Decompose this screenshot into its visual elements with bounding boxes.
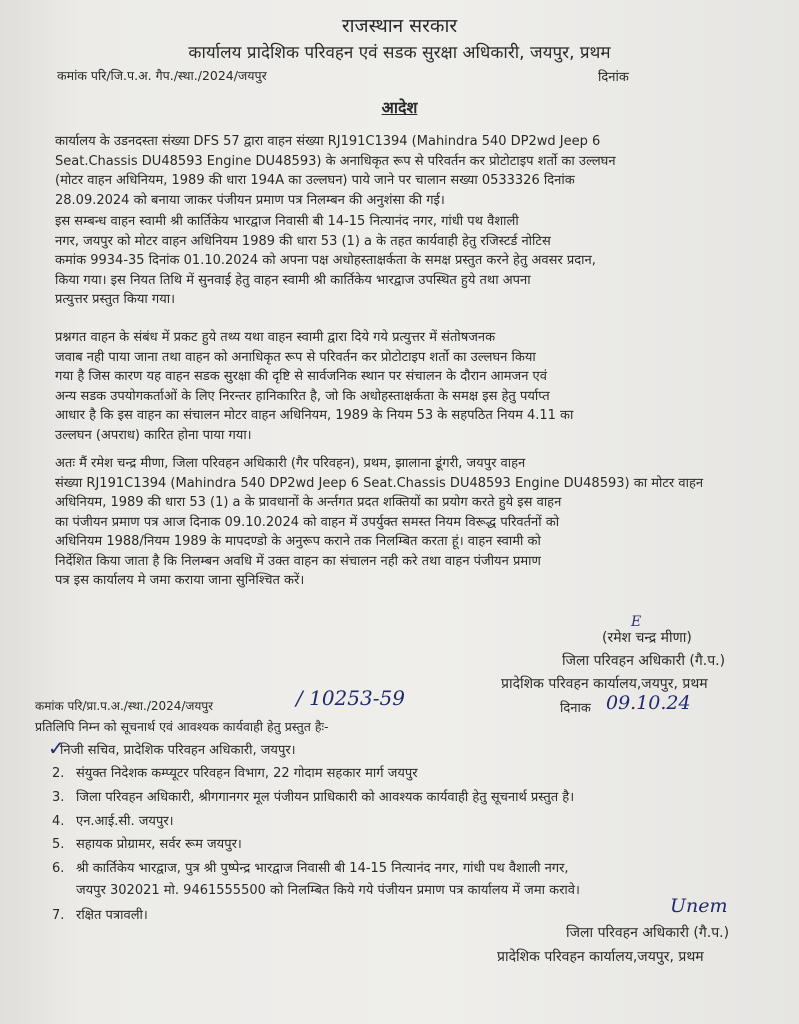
- paragraph-line: गया है जिस कारण यह वाहन सडक सुरक्षा की दृष्टि से सार्वजनिक स्थान पर संचालन के दौरान आमजन एवं: [55, 369, 547, 384]
- paragraph-line: अधिनियम 1988/नियम 1989 के मापदण्डो के अनुरूप कराने तक निलम्बित करता हूं। वाहन स्वामी को: [55, 534, 541, 549]
- signatory-designation: जिला परिवहन अधिकारी (गै.प.): [566, 925, 730, 941]
- officer-initials: E: [631, 614, 642, 630]
- list-item: [52, 811, 174, 829]
- dispatch-date: 09.10.24: [606, 692, 691, 714]
- paragraph-line: किया गया। इस नियत तिथि में सुनवाई हेतु वाहन स्वामी श्री कार्तिकेय भारद्वाज उपस्थित हुये तथा अपना: [55, 272, 531, 288]
- paragraph-line: अधिनियम, 1989 की धारा 53 (1) a के प्रावधानों के अर्न्तगत प्रदत शक्तियों का प्रयोग करते हुये इस वाहन: [55, 495, 562, 510]
- paragraph-line: संख्या RJ191C1394 (Mahindra 540 DP2wd Jeep 6 Seat.Chassis DU48593 Engine DU48593) का मोटर वाहन: [55, 475, 704, 491]
- officer-office: प्रादेशिक परिवहन कार्यालय,जयपुर, प्रथम: [501, 676, 708, 692]
- dispatch-date-label: दिनाक: [560, 701, 591, 716]
- paragraph-line: आधार है कि इस वाहन का संचालन मोटर वाहन अधिनियम, 1989 के नियम 53 के सहपठित नियम 4.11 का: [55, 408, 574, 423]
- list-item: [52, 858, 569, 876]
- paragraph-4: [55, 454, 775, 591]
- paragraph-line: उल्लघन (अपराध) कारित होना पाया गया।: [55, 427, 252, 443]
- paragraph-line: का पंजीयन प्रमाण पत्र आज दिनाक 09.10.2024 को वाहन में उपर्युक्त समस्त नियम विरूद्ध परिवर्तनों को: [55, 514, 560, 530]
- paragraph-line: कमांक 9934-35 दिनांक 01.10.2024 को अपना पक्ष अधोहस्ताक्षर्कता के समक्ष प्रस्तुत करने हेतु अवसर प्रदान,: [55, 253, 596, 268]
- paragraph-line: जवाब नही पाया जाना तथा वाहन को अनाधिकृत रूप से परिवर्तन कर प्रोटोटाइप शर्तो का उल्लघन किया: [55, 349, 536, 365]
- paragraph-line: प्रत्युत्तर प्रस्तुत किया गया।: [55, 292, 176, 307]
- list-item-text: श्री कार्तिकेय भारद्वाज, पुत्र श्री पुष्पेन्द्र भारद्वाज निवासी बी 14-15 नित्यानंद नगर, गांधी पथ वैशाली नगर,: [76, 861, 569, 876]
- signatory-office: प्रादेशिक परिवहन कार्यालय,जयपुर, प्रथम: [497, 949, 704, 965]
- checkmark-icon: ✓: [48, 736, 65, 760]
- paragraph-1: [55, 132, 775, 210]
- paragraph-3: [55, 328, 775, 445]
- dispatch-reference: कमांक परि/प्रा.प.अ./स्था./2024/जयपुर: [35, 699, 214, 713]
- list-item: [52, 834, 242, 852]
- reference-number: कमांक परि/जि.प.अ. गैप./स्था./2024/जयपुर: [57, 68, 267, 83]
- list-item: [52, 905, 148, 923]
- list-item-text: निजी सचिव, प्रादेशिक परिवहन अधिकारी, जयपुर।: [60, 743, 296, 758]
- dispatch-number: / 10253-59: [296, 686, 405, 710]
- paragraph-line: निर्देशित किया जाता है कि निलम्बन अवधि में उक्त वाहन का संचालन नही करे तथा वाहन पंजीयन प्रमाण: [55, 553, 541, 569]
- list-item: [60, 740, 296, 758]
- paragraph-line: (मोटर वाहन अधिनियम, 1989 की धारा 194A का उल्लघन) पाये जाने पर चालान सख्या 0533326 दिनांक: [55, 173, 575, 188]
- list-item-text: रक्षित पत्रावली।: [76, 908, 148, 923]
- list-item: [52, 787, 574, 805]
- officer-designation: जिला परिवहन अधिकारी (गै.प.): [562, 653, 726, 669]
- list-item-number: 5.: [52, 837, 65, 852]
- paragraph-line: 28.09.2024 को बनाया जाकर पंजीयन प्रमाण पत्र निलम्बन की अनुशंसा की गई।: [55, 192, 445, 208]
- paragraph-line: इस सम्बन्ध वाहन स्वामी श्री कार्तिकेय भारद्वाज निवासी बी 14-15 नित्यानंद नगर, गांधी पथ वैशाली: [55, 214, 519, 229]
- list-item-text: एन.आई.सी. जयपुर।: [76, 814, 174, 829]
- list-item-number: 4.: [52, 814, 65, 829]
- government-heading: राजस्थान सरकार: [341, 15, 458, 37]
- list-item-number: 2.: [52, 766, 65, 781]
- list-item-continuation: [76, 880, 580, 898]
- list-item-number: 6.: [52, 861, 65, 876]
- order-title: आदेश: [381, 98, 418, 117]
- paragraph-2: [55, 212, 775, 310]
- paragraph-line: पत्र इस कार्यालय मे जमा कराया जाना सुनिश्चित करें।: [55, 573, 305, 588]
- paragraph-line: कार्यालय के उडनदस्ता संख्या DFS 57 द्वारा वाहन संख्या RJ191C1394 (Mahindra 540 DP2wd Jeep 6: [55, 134, 601, 149]
- list-item: [52, 763, 418, 781]
- date-label: दिनांक: [598, 70, 629, 85]
- officer-name: (रमेश चन्द्र मीणा): [602, 630, 692, 646]
- list-item-number: 3.: [52, 790, 65, 805]
- list-item-text: सहायक प्रोग्रामर, सर्वर रूम जयपुर।: [76, 837, 242, 852]
- list-item-text: जयपुर 302021 मो. 9461555500 को निलम्बित किये गये पंजीयन प्रमाण पत्र कार्यालय में जमा करावे।: [76, 883, 580, 898]
- copy-intro: प्रतिलिपि निम्न को सूचनार्थ एवं आवश्यक कार्यवाही हेतु प्रस्तुत हैः-: [35, 719, 329, 734]
- paragraph-line: नगर, जयपुर को मोटर वाहन अधिनियम 1989 की धारा 53 (1) a के तहत कार्यवाही हेतु रजिस्टर्ड नोटिस: [55, 233, 551, 249]
- list-item-text: संयुक्त निदेशक कम्प्यूटर परिवहन विभाग, 22 गोदाम सहकार मार्ग जयपुर: [76, 766, 418, 781]
- list-item-number: 7.: [52, 908, 65, 923]
- office-heading: कार्यालय प्रादेशिक परिवहन एवं सडक सुरक्षा अधिकारी, जयपुर, प्रथम: [188, 43, 611, 63]
- paragraph-line: अन्य सडक उपयोगकर्ताओं के लिए निरन्तर हानिकारित है, जो कि अधोहस्ताक्षर्कता के समक्ष इस हेतु पर्याप्त: [55, 388, 550, 404]
- paragraph-line: Seat.Chassis DU48593 Engine DU48593) के अनाधिकृत रूप से परिवर्तन कर प्रोटोटाइप शर्तो का उल्लघन: [55, 153, 616, 169]
- signature-mark: Unem: [670, 895, 728, 917]
- list-item-text: जिला परिवहन अधिकारी, श्रीगगानगर मूल पंजीयन प्राधिकारी को आवश्यक कार्यवाही हेतु सूचनार्थ प्रस्तुत है।: [76, 790, 575, 805]
- paragraph-line: प्रश्नगत वाहन के संबंध में प्रकट हुये तथ्य यथा वाहन स्वामी द्वारा दिये गये प्रत्युत्तर में संतोषजनक: [55, 330, 496, 345]
- paragraph-line: अतः मैं रमेश चन्द्र मीणा, जिला परिवहन अधिकारी (गैर परिवहन), प्रथम, झालाना डूंगरी, जयपुर वाहन: [55, 456, 526, 471]
